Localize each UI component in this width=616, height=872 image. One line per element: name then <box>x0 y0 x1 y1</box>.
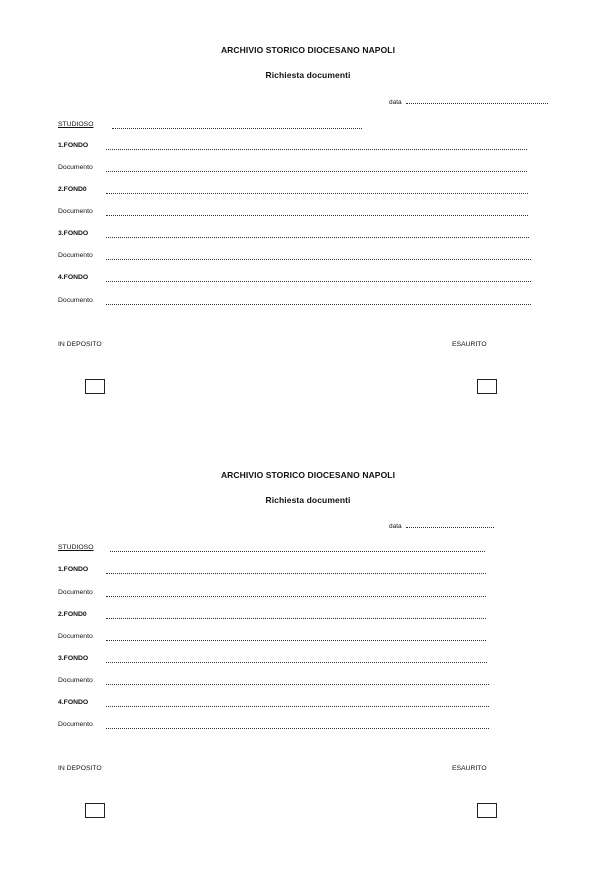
documento-3-label: Documento <box>58 677 93 684</box>
fondo-3-line[interactable] <box>106 662 487 663</box>
documento-4-line[interactable] <box>106 304 531 305</box>
fondo-1-label: 1.FONDO <box>58 566 89 573</box>
date-line[interactable] <box>406 97 548 104</box>
esaurito-label: ESAURITO <box>452 765 487 772</box>
documento-2-label: Documento <box>58 208 93 215</box>
documento-3-line[interactable] <box>106 684 489 685</box>
request-form-2 <box>0 425 616 861</box>
documento-3-line[interactable] <box>106 259 531 260</box>
archive-title: ARCHIVIO STORICO DIOCESANO NAPOLI <box>220 45 396 55</box>
fondo-3-line[interactable] <box>106 237 529 238</box>
date-label: data <box>389 99 402 106</box>
studioso-label: STUDIOSO <box>58 544 94 551</box>
fondo-3-label: 3.FONDO <box>58 655 89 662</box>
date-field[interactable] <box>389 521 494 530</box>
fondo-1-label: 1.FONDO <box>58 142 89 149</box>
fondo-3-label: 3.FONDO <box>58 230 89 237</box>
fondo-1-line[interactable] <box>106 573 486 574</box>
documento-2-label: Documento <box>58 633 93 640</box>
studioso-label: STUDIOSO <box>58 121 94 128</box>
date-line[interactable] <box>406 521 494 528</box>
studioso-line[interactable] <box>112 128 362 129</box>
archive-title: ARCHIVIO STORICO DIOCESANO NAPOLI <box>220 470 396 480</box>
documento-1-line[interactable] <box>106 171 527 172</box>
fondo-4-label: 4.FONDO <box>58 274 89 281</box>
studioso-line[interactable] <box>110 551 485 552</box>
fondo-4-line[interactable] <box>106 706 489 707</box>
fondo-2-label: 2.FOND0 <box>58 611 87 618</box>
fondo-1-line[interactable] <box>106 149 527 150</box>
documento-1-label: Documento <box>58 164 93 171</box>
in-deposito-checkbox[interactable] <box>85 379 105 394</box>
fondo-2-line[interactable] <box>106 193 528 194</box>
fondo-4-label: 4.FONDO <box>58 699 89 706</box>
fondo-2-label: 2.FOND0 <box>58 186 87 193</box>
documento-2-line[interactable] <box>106 215 528 216</box>
documento-4-label: Documento <box>58 721 93 728</box>
documento-2-line[interactable] <box>106 640 486 641</box>
fondo-4-line[interactable] <box>106 281 531 282</box>
date-label: data <box>389 523 402 530</box>
documento-1-label: Documento <box>58 589 93 596</box>
fondo-2-line[interactable] <box>106 618 486 619</box>
documento-4-label: Documento <box>58 297 93 304</box>
form-subtitle: Richiesta documenti <box>265 70 351 80</box>
esaurito-checkbox[interactable] <box>477 803 497 818</box>
esaurito-label: ESAURITO <box>452 341 487 348</box>
in-deposito-label: IN DEPOSITO <box>58 765 102 772</box>
in-deposito-label: IN DEPOSITO <box>58 341 102 348</box>
documento-1-line[interactable] <box>106 596 486 597</box>
documento-4-line[interactable] <box>106 728 489 729</box>
form-subtitle: Richiesta documenti <box>265 495 351 505</box>
in-deposito-checkbox[interactable] <box>85 803 105 818</box>
documento-3-label: Documento <box>58 252 93 259</box>
esaurito-checkbox[interactable] <box>477 379 497 394</box>
date-field[interactable] <box>389 97 548 106</box>
